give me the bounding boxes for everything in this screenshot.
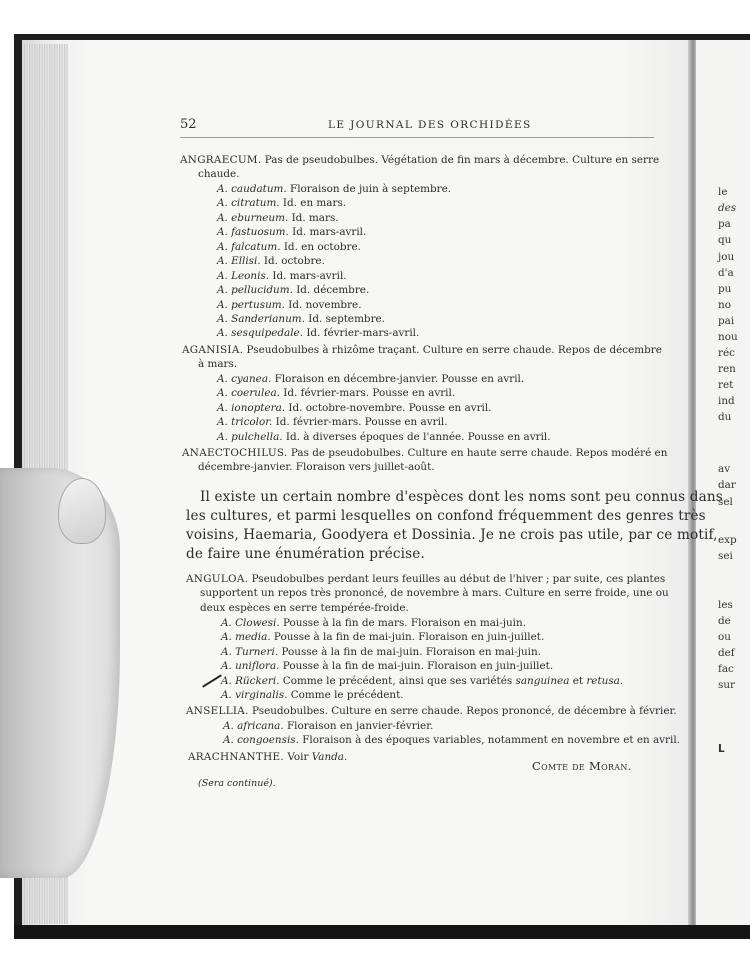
text-segment: Pousse à la fin de mai-juin. Floraison en juin-juillet. <box>270 631 545 643</box>
text-segment: Pousse à la fin de mai-juin. Floraison en mai-juin. <box>278 646 541 658</box>
text-segment: Comme le précédent, ainsi que ses variétés <box>279 675 516 687</box>
text-segment: Comme le précédent. <box>287 689 404 701</box>
species-name: A. Sanderianum. <box>217 313 305 325</box>
facing-page-fragment: sur <box>718 679 735 691</box>
facing-page-fragment: jou <box>718 251 735 263</box>
species-name: (Sera continué). <box>198 778 276 789</box>
species-name: A. africana. <box>223 720 284 732</box>
facing-page-fragment: des <box>718 202 737 214</box>
text-line <box>188 750 347 764</box>
text-segment: Pas de pseudobulbes. Végétation de fin mars à décembre. Culture en serre <box>261 154 660 166</box>
text-line <box>217 401 491 415</box>
text-line <box>180 153 659 167</box>
facing-page-fragment: ou <box>718 631 731 643</box>
facing-page-fragment: le <box>718 186 728 198</box>
text-line <box>186 545 425 564</box>
page-number: 52 <box>180 117 197 132</box>
text-line <box>217 386 455 400</box>
species-name: A. cyanea. <box>217 373 272 385</box>
species-name: A. falcatum. <box>217 241 281 253</box>
text-line <box>200 488 723 507</box>
text-line <box>217 254 325 268</box>
text-line <box>217 415 448 429</box>
genus-heading: Comte de Moran. <box>532 759 632 773</box>
text-segment: Id. décembre. <box>292 284 370 296</box>
species-name: retusa. <box>586 675 624 687</box>
text-segment: Pseudobulbes. Culture en serre chaude. Repos prononcé, de décembre à février. <box>248 705 677 717</box>
scan-bottom-edge <box>14 925 750 939</box>
facing-page-fragment: les <box>718 599 733 611</box>
text-line <box>198 167 240 181</box>
facing-page-fragment: d'a <box>718 267 734 279</box>
text-line <box>198 777 276 791</box>
facing-page-fragment: nou <box>718 331 738 343</box>
text-segment: Id. mars-avril. <box>269 270 347 282</box>
text-line <box>223 719 433 733</box>
text-line <box>182 446 667 460</box>
text-line <box>221 630 544 644</box>
text-line <box>186 507 706 526</box>
text-segment: Id. mars-avril. <box>288 226 367 238</box>
species-name: A. Leonis. <box>217 270 270 282</box>
facing-page-fragment: ind <box>718 395 735 407</box>
text-segment: chaude. <box>198 168 240 180</box>
text-segment: supportent un repos très prononcé, de novembre à mars. Culture en serre froide, une ou <box>200 587 669 599</box>
book-page <box>22 40 694 930</box>
text-line <box>198 357 237 371</box>
text-line <box>223 733 680 747</box>
species-name: A. tricolor. <box>217 416 273 428</box>
text-segment: Pseudobulbes à rhizôme traçant. Culture en serre chaude. Repos de décembre <box>243 344 662 356</box>
text-segment: Id. février-mars. Pousse en avril. <box>279 387 456 399</box>
text-line <box>186 526 718 545</box>
species-name: A. pertusum. <box>217 299 285 311</box>
facing-page-fragment: ren <box>718 363 736 375</box>
text-segment: Floraison de juin à septembre. <box>286 183 452 195</box>
facing-page-fragment: no <box>718 299 731 311</box>
facing-page-fragment: sei <box>718 550 733 562</box>
text-segment: Id. octobre. <box>260 255 325 267</box>
text-segment: Floraison à des époques variables, notamment en novembre et en avril. <box>298 734 680 746</box>
text-line <box>182 343 662 357</box>
text-segment: Id. à diverses époques de l'année. Pousse en avril. <box>282 431 551 443</box>
facing-page-fragment: réc <box>718 347 735 359</box>
text-line <box>217 312 385 326</box>
species-name: A. Turneri. <box>221 646 279 658</box>
text-segment: décembre-janvier. Floraison vers juillet-août. <box>198 461 435 473</box>
text-line <box>200 586 669 600</box>
text-segment: les cultures, et parmi lesquelles on confond fréquemment des genres très <box>186 508 706 524</box>
species-name: A. Ellisi. <box>217 255 261 267</box>
species-name: A. caudatum. <box>217 183 287 195</box>
genus-heading: ANGULOA. <box>186 573 249 585</box>
text-line <box>217 326 419 340</box>
text-segment: Id. en mars. <box>279 197 347 209</box>
species-name: A. congoensis. <box>223 734 299 746</box>
text-segment: Id. mars. <box>288 212 339 224</box>
facing-page-fragment: exp <box>718 534 737 546</box>
text-segment: Id. septembre. <box>304 313 385 325</box>
text-line <box>217 283 369 297</box>
genus-heading: ARACHNANTHE. <box>188 751 285 763</box>
text-segment: à mars. <box>198 358 238 370</box>
facing-page-fragment: def <box>718 647 735 659</box>
species-name: A. Rückeri. <box>221 675 280 687</box>
text-line <box>221 616 526 630</box>
facing-page-fragment: pu <box>718 283 732 295</box>
species-name: A. uniflora. <box>221 660 280 672</box>
facing-page-fragment: qu <box>718 234 732 246</box>
species-name: A. citratum. <box>217 197 280 209</box>
facing-page-fragment: du <box>718 411 732 423</box>
species-name: A. coerulea. <box>217 387 280 399</box>
species-name: A. sesquipedale. <box>217 327 304 339</box>
text-line <box>217 240 361 254</box>
text-segment: et <box>569 675 587 687</box>
species-name: Vanda. <box>311 751 348 763</box>
text-segment: Pousse à la fin de mars. Floraison en mai-juin. <box>279 617 526 629</box>
facing-page-fragment: de <box>718 615 731 627</box>
genus-heading: ANAECTOCHILUS. <box>182 447 288 459</box>
text-line <box>217 225 366 239</box>
text-line <box>200 601 409 615</box>
text-line <box>221 674 623 688</box>
species-name: A. pulchella. <box>217 431 283 443</box>
text-line <box>186 572 665 586</box>
text-segment: Id. novembre. <box>284 299 362 311</box>
header-rule <box>180 137 654 138</box>
facing-page-fragment: dar <box>718 479 736 491</box>
text-segment: Id. octobre-novembre. Pousse en avril. <box>285 402 492 414</box>
species-name: A. eburneum. <box>217 212 289 224</box>
text-segment: Voir <box>284 751 312 763</box>
text-segment: Pseudobulbes perdant leurs feuilles au début de l'hiver ; par suite, ces plantes <box>248 573 666 585</box>
text-line <box>217 211 339 225</box>
facing-page-fragment: sel <box>718 496 733 508</box>
genus-heading: ANGRAECUM. <box>180 154 262 166</box>
genus-heading: ANSELLIA. <box>186 705 249 717</box>
text-segment: Floraison en décembre-janvier. Pousse en avril. <box>271 373 525 385</box>
facing-page-fragment: pai <box>718 315 735 327</box>
text-line <box>532 759 632 773</box>
text-line <box>221 688 404 702</box>
facing-page-fragment: av <box>718 463 731 475</box>
text-line <box>217 182 451 196</box>
species-name: sanguinea <box>515 675 570 687</box>
text-line <box>217 196 346 210</box>
text-line <box>217 430 551 444</box>
text-line <box>221 659 553 673</box>
genus-heading: AGANISIA. <box>182 344 244 356</box>
text-line <box>217 269 347 283</box>
species-name: A. ionoptera. <box>217 402 286 414</box>
facing-page-fragment: fac <box>718 663 734 675</box>
text-segment: Floraison en janvier-février. <box>283 720 434 732</box>
species-name: A. virginalis. <box>221 689 288 701</box>
text-segment: Id. février-mars-avril. <box>303 327 420 339</box>
text-line <box>186 704 677 718</box>
species-name: A. Clowesi. <box>221 617 280 629</box>
text-line <box>217 298 362 312</box>
text-segment: deux espèces en serre tempérée-froide. <box>200 602 409 614</box>
species-name: A. media. <box>221 631 271 643</box>
species-name: A. fastuosum. <box>217 226 289 238</box>
facing-page-fragment: pa <box>718 218 731 230</box>
text-segment: Pousse à la fin de mai-juin. Floraison en juin-juillet. <box>279 660 554 672</box>
running-head: LE JOURNAL DES ORCHIDÉES <box>328 119 532 131</box>
species-name: A. pellucidum. <box>217 284 293 296</box>
facing-page-fragment: ret <box>718 379 734 391</box>
text-segment: Id. en octobre. <box>280 241 361 253</box>
thumbnail-image <box>58 478 106 544</box>
facing-page-initial: L <box>718 743 725 755</box>
text-segment: voisins, Haemaria, Goodyera et Dossinia. Je ne crois pas utile, par ce motif, <box>186 527 718 543</box>
text-segment: de faire une énumération précise. <box>186 546 425 562</box>
text-segment: Il existe un certain nombre d'espèces dont les noms sont peu connus dans <box>200 489 723 505</box>
text-segment: Pas de pseudobulbes. Culture en haute serre chaude. Repos modéré en <box>287 447 668 459</box>
text-line <box>198 460 435 474</box>
text-segment: Id. février-mars. Pousse en avril. <box>272 416 448 428</box>
text-line <box>221 645 541 659</box>
text-line <box>217 372 524 386</box>
